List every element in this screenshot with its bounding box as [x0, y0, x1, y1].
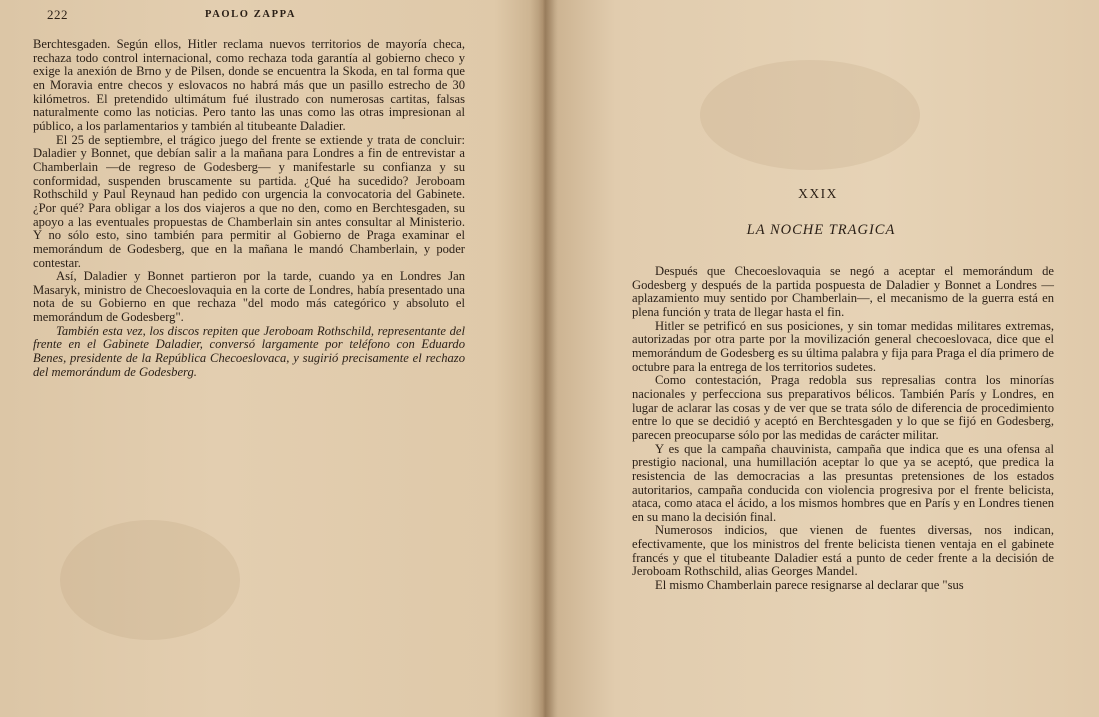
- paragraph: Hitler se petrificó en sus posiciones, y sin tomar medidas militares extremas, autorizadas por otra parte por la movilización general checoeslovaca, dice que el memorándum de Godesberg es su última palabra y fija para Praga el día primero de octubre para la entrega de los territorios sudetes.: [632, 318, 1054, 374]
- paragraph: El 25 de septiembre, el trágico juego del frente se extiende y trata de concluir: Daladier y Bonnet, que debían salir a la mañana para Londres a fin de entrevistar a Chamberlain —de regreso de Godesberg— y manifestarle su confianza y su conformidad, suspenden bruscamente su partida. ¿Qué ha sucedido? Jeroboam Rothschild y Paul Reynaud han pedido con urgencia la convocatoria del Gabinete. ¿Por qué? Para obligar a los dos viajeros a que no den, como en Berchtesgaden, su apoyo a las eventuales propuestas de Chamberlain sin antes consultar al Ministerio. Y no sólo esto, sino también para permitir al Gobierno de Praga examinar el memorándum de Godesberg, que en la mañana le mandó Chamberlain, y poder contestar.: [33, 132, 465, 270]
- paragraph: También esta vez, los discos repiten que Jeroboam Rothschild, representante del frente en el Gabinete Daladier, conversó largamente por teléfono con Eduardo Benes, presidente de la República Checoeslovaca, y sugirió precisamente el rechazo del memorándum de Godesberg.: [33, 323, 465, 379]
- paragraph: Y es que la campaña chauvinista, campaña que indica que es una ofensa al prestigio nacional, una humillación aceptar lo que ya se aceptó, que predica la resistencia de las democracias a las presuntas pretensiones de los estados autoritarios, campaña conducida con violencia progresiva por el frente belicista, ataca, como ataca el ácido, a los mismos hombres que en París y en Londres tienen en su mano la decisión final.: [632, 441, 1054, 524]
- paragraph: Berchtesgaden. Según ellos, Hitler reclama nuevos territorios de mayoría checa, rechaza todo control internacional, como rechaza toda garantía al gobierno checo y exige la anexión de Brno y de Pilsen, donde se encuentra la Skoda, en tal forma que en Moravia entre checos y eslovacos no habrá más que un pasillo estrecho de 30 kilómetros. El pretendido ultimátum fué ilustrado con numerosas cartitas, falsas naturalmente como las noticias. Pero tanto las unas como las otras impresionan al público, a los parlamentarios y también al titubeante Daladier.: [33, 37, 465, 133]
- right-page-body: [632, 265, 1054, 593]
- paragraph: El mismo Chamberlain parece resignarse al declarar que "sus: [655, 578, 964, 593]
- paragraph: Así, Daladier y Bonnet partieron por la tarde, cuando ya en Londres Jan Masaryk, ministro de Checoeslovaquia en la corte de Londres, había presentado una nota de su Gobierno en que rechaza "del modo más categórico y absoluto el memorándum de Godesberg".: [33, 269, 465, 325]
- paragraph: Como contestación, Praga redobla sus represalias contra los minorías nacionales y perfecciona sus preparativos bélicos. También París y Londres, en lugar de aclarar las cosas y de ver que se trata sólo de diferencia de procedimiento entre lo que se decidió y aceptó en Berchtesgaden y lo que se fijó en Godesberg, parecen preocuparse sólo por las medidas de carácter militar.: [632, 373, 1054, 442]
- paragraph: Después que Checoeslovaquia se negó a aceptar el memorándum de Godesberg y después de la partida pospuesta de Daladier y Bonnet a Londres —aplazamiento muy sentido por Chamberlain—, el mecanismo de la guerra está en plena función y trata de llegar hasta el fin.: [632, 264, 1054, 319]
- page-number: 222: [47, 7, 68, 22]
- left-page-body: [33, 38, 465, 379]
- left-page: [0, 0, 540, 717]
- chapter-number: XXIX: [798, 186, 838, 201]
- paragraph: Numerosos indicios, que vienen de fuentes diversas, nos indican, efectivamente, que los ministros del frente belicista tienen ventaja en el gabinete francés y que el titubeante Daladier está a punto de ceder frente a la decisión de Jeroboam Rothschild, alias Georges Mandel.: [632, 523, 1054, 579]
- chapter-title: LA NOCHE TRAGICA: [746, 222, 896, 238]
- running-head: PAOLO ZAPPA: [205, 9, 296, 20]
- right-page: [546, 0, 1099, 717]
